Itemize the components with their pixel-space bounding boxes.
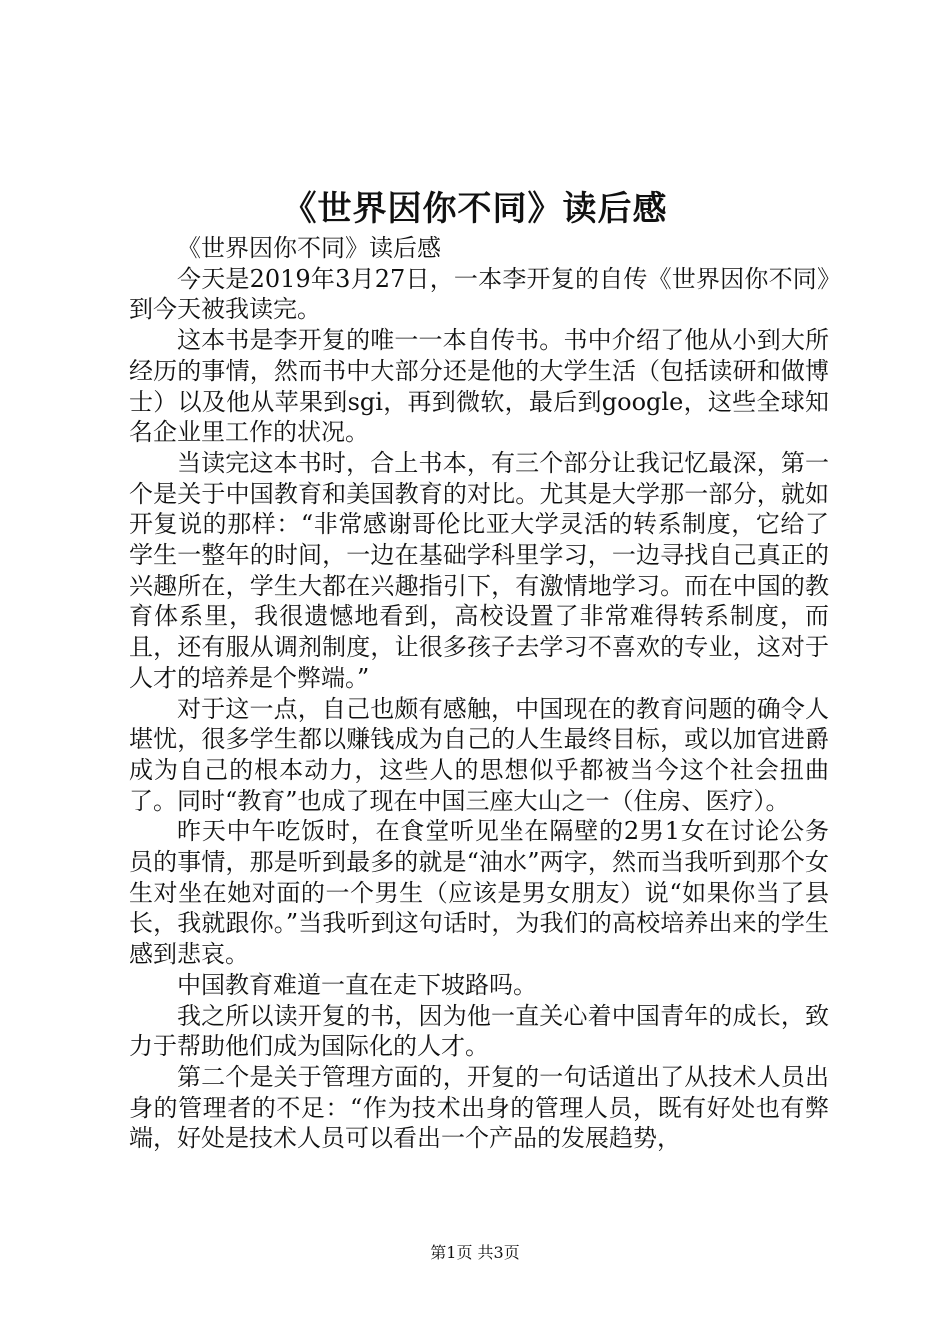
paragraph: 当读完这本书时，合上书本，有三个部分让我记忆最深，第一个是关于中国教育和美国教育的对比。尤其是大学那一部分，就如开复说的那样：“非常感谢哥伦比亚大学灵活的转系制度，它给了学生一整年的时间，一边在基础学科里学习，一边寻找自己真正的兴趣所在，学生大都在兴趣指引下，有激情地学习。而在中国的教育体系里，我很遗憾地看到，高校设置了非常难得转系制度，而且，还有服从调剂制度，让很多孩子去学习不喜欢的专业，这对于人才的培养是个弊端。” (129, 448, 829, 692)
document-body (129, 233, 829, 1154)
paragraph: 对于这一点，自己也颇有感触，中国现在的教育问题的确令人堪忧，很多学生都以赚钱成为自己的人生最终目标，或以加官进爵成为自己的根本动力，这些人的思想似乎都被当今这个社会扭曲了。同时“教育”也成了现在中国三座大山之一（住房、医疗）。 (129, 694, 829, 815)
document-title: 《世界因你不同》读后感 (282, 189, 668, 229)
paragraph: 我之所以读开复的书，因为他一直关心着中国青年的成长，致力于帮助他们成为国际化的人才。 (129, 1001, 829, 1061)
paragraph: 昨天中午吃饭时，在食堂听见坐在隔壁的2男1女在讨论公务员的事情，那是听到最多的就是“油水”两字，然而当我听到那个女生对坐在她对面的一个男生（应该是男女朋友）说“如果你当了县长，我就跟你。”当我听到这句话时，为我们的高校培养出来的学生感到悲哀。 (129, 817, 829, 969)
paragraph: 第二个是关于管理方面的，开复的一句话道出了从技术人员出身的管理者的不足：“作为技术出身的管理人员，既有好处也有弊端，好处是技术人员可以看出一个产品的发展趋势， (129, 1062, 829, 1153)
paragraph: 这本书是李开复的唯一一本自传书。书中介绍了他从小到大所经历的事情，然而书中大部分还是他的大学生活（包括读研和做博士）以及他从苹果到sgi，再到微软，最后到google，这些全球知名企业里工作的状况。 (129, 326, 829, 447)
paragraph: 中国教育难道一直在走下坡路吗。 (177, 970, 537, 999)
page-number: 第1页 共3页 (430, 1243, 520, 1262)
paragraph: 《世界因你不同》读后感 (177, 234, 441, 262)
paragraph: 今天是2019年3月27日，一本李开复的自传《世界因你不同》到今天被我读完。 (129, 264, 829, 324)
